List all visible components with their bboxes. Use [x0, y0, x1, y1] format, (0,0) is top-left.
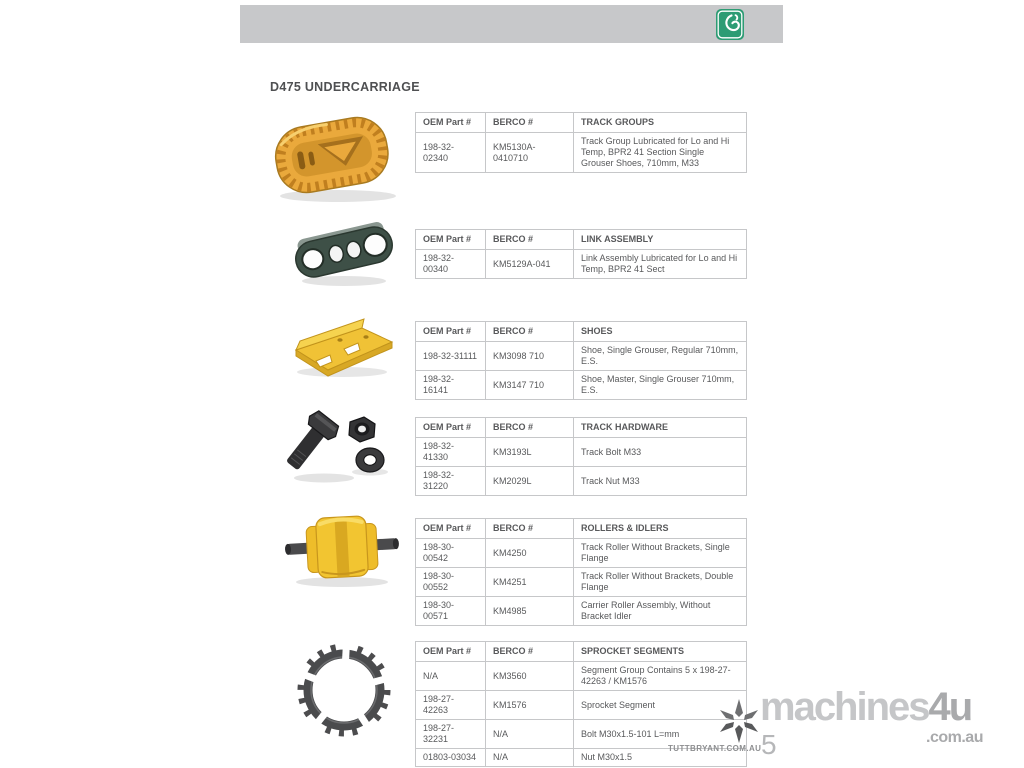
table-cell: KM4250	[486, 539, 574, 568]
column-header: BERCO #	[486, 113, 574, 133]
track-hardware-image	[286, 400, 398, 488]
track-shoe-image	[282, 310, 400, 382]
column-header: OEM Part #	[416, 322, 486, 342]
rollers-idlers-table	[415, 518, 747, 626]
footer-site-text: TUTTBRYANT.COM.AU	[668, 744, 762, 753]
table-cell: KM3147 710	[486, 371, 574, 400]
table-row	[416, 597, 747, 626]
table-cell: 01803-03034	[416, 749, 486, 767]
table-cell: 198-30-00542	[416, 539, 486, 568]
table-row	[416, 342, 747, 371]
header-row	[416, 418, 747, 438]
column-header: TRACK HARDWARE	[574, 418, 747, 438]
table-cell: Carrier Roller Assembly, Without Bracket Idler	[574, 597, 747, 626]
table-cell: Shoe, Master, Single Grouser 710mm, E.S.	[574, 371, 747, 400]
table-cell: 198-32-31111	[416, 342, 486, 371]
shoes-table	[415, 321, 747, 400]
table-cell: N/A	[486, 749, 574, 767]
table-cell: Track Group Lubricated for Lo and Hi Temp, BPR2 41 Section Single Grouser Shoes, 710mm, M33	[574, 133, 747, 173]
column-header: BERCO #	[486, 230, 574, 250]
column-header: SHOES	[574, 322, 747, 342]
track-groups-table	[415, 112, 747, 173]
table-cell: N/A	[486, 720, 574, 749]
track-hardware-table	[415, 417, 747, 496]
table-row	[416, 467, 747, 496]
table-row	[416, 691, 747, 720]
table-cell: Track Nut M33	[574, 467, 747, 496]
table-cell: 198-27-42263	[416, 691, 486, 720]
header-row	[416, 113, 747, 133]
table-row	[416, 133, 747, 173]
column-header: BERCO #	[486, 418, 574, 438]
table-cell: 198-32-00340	[416, 250, 486, 279]
table-cell: KM3193L	[486, 438, 574, 467]
sprocket-segments-image	[290, 632, 398, 744]
link-assembly-image	[288, 214, 400, 290]
table-cell: KM4251	[486, 568, 574, 597]
column-header: ROLLERS & IDLERS	[574, 519, 747, 539]
header-row	[416, 642, 747, 662]
table-cell: N/A	[416, 662, 486, 691]
table-cell: Track Roller Without Brackets, Single Flange	[574, 539, 747, 568]
table-cell: 198-30-00552	[416, 568, 486, 597]
table-cell: KM2029L	[486, 467, 574, 496]
column-header: OEM Part #	[416, 519, 486, 539]
table-cell: KM3560	[486, 662, 574, 691]
table-cell: Segment Group Contains 5 x 198-27-42263 / KM1576	[574, 662, 747, 691]
column-header: SPROCKET SEGMENTS	[574, 642, 747, 662]
table-cell: Bolt M30x1.5-101 L=mm	[574, 720, 747, 749]
table-cell: KM1576	[486, 691, 574, 720]
page-number: 5	[761, 729, 777, 760]
table-cell: KM3098 710	[486, 342, 574, 371]
watermark-domain: .com.au	[926, 729, 983, 746]
column-header: BERCO #	[486, 322, 574, 342]
column-header: OEM Part #	[416, 230, 486, 250]
track-group-image	[262, 106, 407, 206]
column-header: OEM Part #	[416, 113, 486, 133]
crane-hook-icon	[716, 9, 744, 40]
table-cell: 198-32-16141	[416, 371, 486, 400]
table-row	[416, 539, 747, 568]
table-cell: Nut M30x1.5	[574, 749, 747, 767]
table-cell: 198-32-31220	[416, 467, 486, 496]
column-header: LINK ASSEMBLY	[574, 230, 747, 250]
table-row	[416, 438, 747, 467]
table-cell: Link Assembly Lubricated for Lo and Hi Temp, BPR2 41 Sect	[574, 250, 747, 279]
table-cell: Shoe, Single Grouser, Regular 710mm, E.S.	[574, 342, 747, 371]
asterisk-star-icon	[719, 698, 759, 744]
top-banner	[240, 5, 783, 43]
column-header: BERCO #	[486, 642, 574, 662]
column-header: OEM Part #	[416, 418, 486, 438]
table-row	[416, 371, 747, 400]
header-row	[416, 519, 747, 539]
link-assembly-table	[415, 229, 747, 279]
table-row	[416, 568, 747, 597]
column-header: TRACK GROUPS	[574, 113, 747, 133]
header-row	[416, 322, 747, 342]
table-cell: Track Bolt M33	[574, 438, 747, 467]
table-cell: 198-32-41330	[416, 438, 486, 467]
column-header: BERCO #	[486, 519, 574, 539]
column-header: OEM Part #	[416, 642, 486, 662]
page-title: D475 UNDERCARRIAGE	[270, 80, 420, 94]
table-cell: 198-32-02340	[416, 133, 486, 173]
header-row	[416, 230, 747, 250]
table-row	[416, 250, 747, 279]
table-cell: 198-30-00571	[416, 597, 486, 626]
table-cell: KM5130A-0410710	[486, 133, 574, 173]
table-cell: Track Roller Without Brackets, Double Flange	[574, 568, 747, 597]
machines4u-watermark	[716, 685, 1016, 755]
table-row	[416, 662, 747, 691]
track-roller-image	[283, 503, 401, 591]
table-cell: Sprocket Segment	[574, 691, 747, 720]
table-cell: KM5129A-041	[486, 250, 574, 279]
watermark-wordmark: machines4u	[760, 685, 972, 729]
table-cell: KM4985	[486, 597, 574, 626]
table-cell: 198-27-32231	[416, 720, 486, 749]
